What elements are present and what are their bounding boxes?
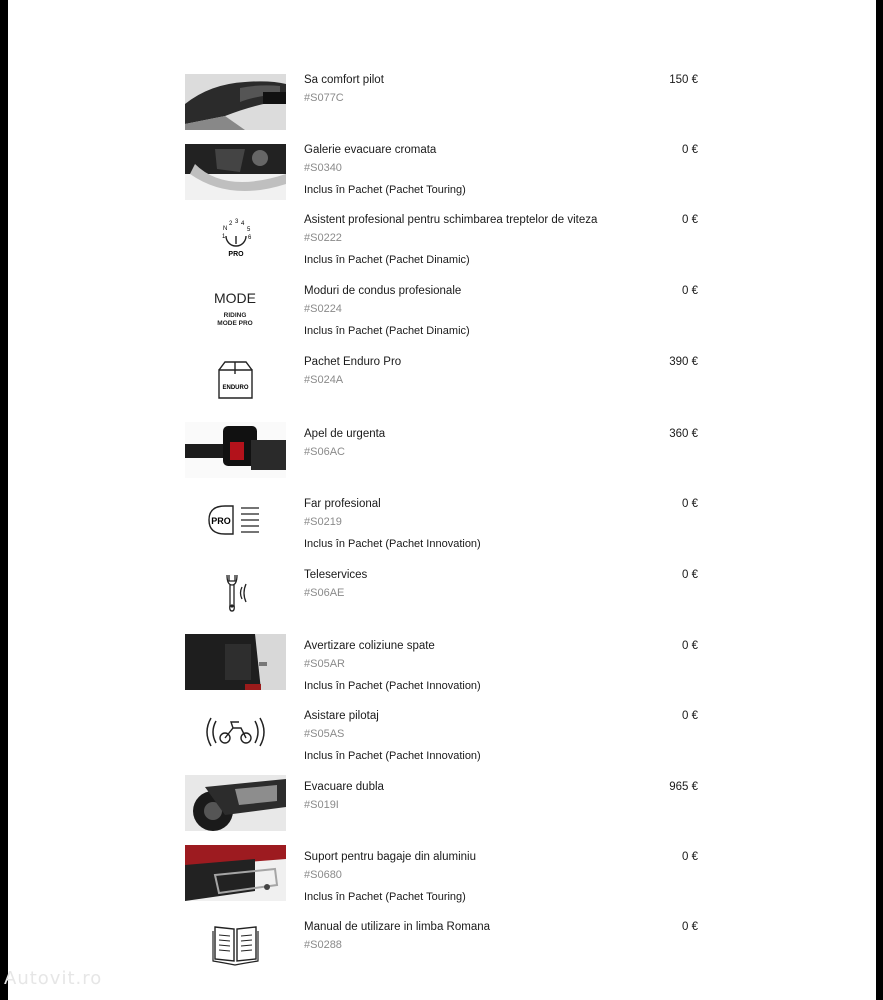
list-item[interactable] — [8, 428, 876, 498]
item-code: #S024A — [304, 374, 344, 386]
icon-label: ENDURO — [222, 385, 249, 391]
included-in-package: Inclus în Pachet (Pachet Touring) — [304, 891, 466, 903]
gear-label: 3 — [235, 219, 239, 225]
list-item[interactable] — [8, 710, 876, 780]
list-item[interactable] — [8, 285, 876, 355]
item-code: #S05AR — [304, 658, 345, 670]
item-price: 150 € — [669, 74, 698, 86]
gear-label: 6 — [248, 235, 252, 241]
icon-label: PRO — [228, 251, 244, 258]
watermark: Autovit.ro — [4, 968, 103, 989]
exhaust-guard-photo — [185, 144, 286, 200]
included-in-package: Inclus în Pachet (Pachet Innovation) — [304, 538, 481, 550]
item-code: #S06AE — [304, 587, 345, 599]
riding-mode-icon — [185, 285, 286, 341]
gear-label: 1 — [222, 234, 226, 240]
item-price: 965 € — [669, 781, 698, 793]
item-code: #S0222 — [304, 232, 342, 244]
luggage-rack-photo — [185, 845, 286, 901]
manual-book-icon — [185, 921, 286, 977]
item-price: 0 € — [682, 851, 698, 863]
item-name: Far profesional — [304, 498, 381, 510]
gear-shift-icon — [185, 214, 286, 270]
exhaust-photo — [185, 775, 286, 831]
item-name: Avertizare coliziune spate — [304, 640, 435, 652]
gear-label: 2 — [229, 221, 233, 227]
item-name: Apel de urgenta — [304, 428, 386, 440]
item-code: #S019I — [304, 799, 339, 811]
gear-label: 5 — [247, 227, 251, 233]
item-name: Evacuare dubla — [304, 781, 384, 793]
icon-sub-label: MODE PRO — [217, 320, 253, 327]
item-price: 0 € — [682, 921, 698, 933]
seat-photo — [185, 74, 286, 130]
item-code: #S0340 — [304, 162, 342, 174]
item-price: 0 € — [682, 569, 698, 581]
list-item[interactable] — [8, 356, 876, 426]
item-price: 0 € — [682, 498, 698, 510]
item-price: 0 € — [682, 285, 698, 297]
included-in-package: Inclus în Pachet (Pachet Dinamic) — [304, 254, 470, 266]
rear-radar-photo — [185, 634, 286, 690]
list-item[interactable] — [8, 498, 876, 568]
enduro-box-icon — [185, 356, 286, 412]
item-price: 360 € — [669, 428, 698, 440]
icon-label: PRO — [211, 516, 231, 526]
item-code: #S06AC — [304, 446, 345, 458]
list-item[interactable] — [8, 781, 876, 851]
item-name: Asistent profesional pentru schimbarea treptelor de viteza — [304, 214, 598, 226]
gear-label: N — [223, 226, 228, 232]
item-name: Sa comfort pilot — [304, 74, 384, 86]
included-in-package: Inclus în Pachet (Pachet Touring) — [304, 184, 466, 196]
item-code: #S05AS — [304, 728, 345, 740]
included-in-package: Inclus în Pachet (Pachet Innovation) — [304, 680, 481, 692]
item-code: #S0219 — [304, 516, 342, 528]
page — [8, 0, 876, 1000]
list-item[interactable] — [8, 214, 876, 284]
riding-assist-icon — [185, 710, 286, 766]
list-item[interactable] — [8, 640, 876, 710]
item-price: 0 € — [682, 640, 698, 652]
included-in-package: Inclus în Pachet (Pachet Innovation) — [304, 750, 481, 762]
headlight-pro-icon — [185, 498, 286, 554]
item-price: 0 € — [682, 214, 698, 226]
item-name: Galerie evacuare cromata — [304, 144, 437, 156]
wrench-signal-icon — [185, 569, 286, 625]
list-item[interactable] — [8, 851, 876, 921]
list-item[interactable] — [8, 74, 876, 144]
icon-label: MODE — [214, 290, 256, 306]
item-name: Teleservices — [304, 569, 368, 581]
handlebar-switch-photo — [185, 422, 286, 478]
item-code: #S0224 — [304, 303, 342, 315]
item-price: 390 € — [669, 356, 698, 368]
item-name: Moduri de condus profesionale — [304, 285, 462, 297]
list-item[interactable] — [8, 569, 876, 639]
item-name: Suport pentru bagaje din aluminiu — [304, 851, 476, 863]
icon-sub-label: RIDING — [223, 312, 247, 319]
list-item[interactable] — [8, 921, 876, 991]
item-name: Asistare pilotaj — [304, 710, 379, 722]
item-price: 0 € — [682, 144, 698, 156]
item-code: #S0680 — [304, 869, 342, 881]
item-code: #S0288 — [304, 939, 342, 951]
item-name: Pachet Enduro Pro — [304, 356, 402, 368]
gear-label: 4 — [241, 221, 245, 227]
item-price: 0 € — [682, 710, 698, 722]
item-code: #S077C — [304, 92, 344, 104]
included-in-package: Inclus în Pachet (Pachet Dinamic) — [304, 325, 470, 337]
list-item[interactable] — [8, 144, 876, 214]
item-name: Manual de utilizare in limba Romana — [304, 921, 491, 933]
